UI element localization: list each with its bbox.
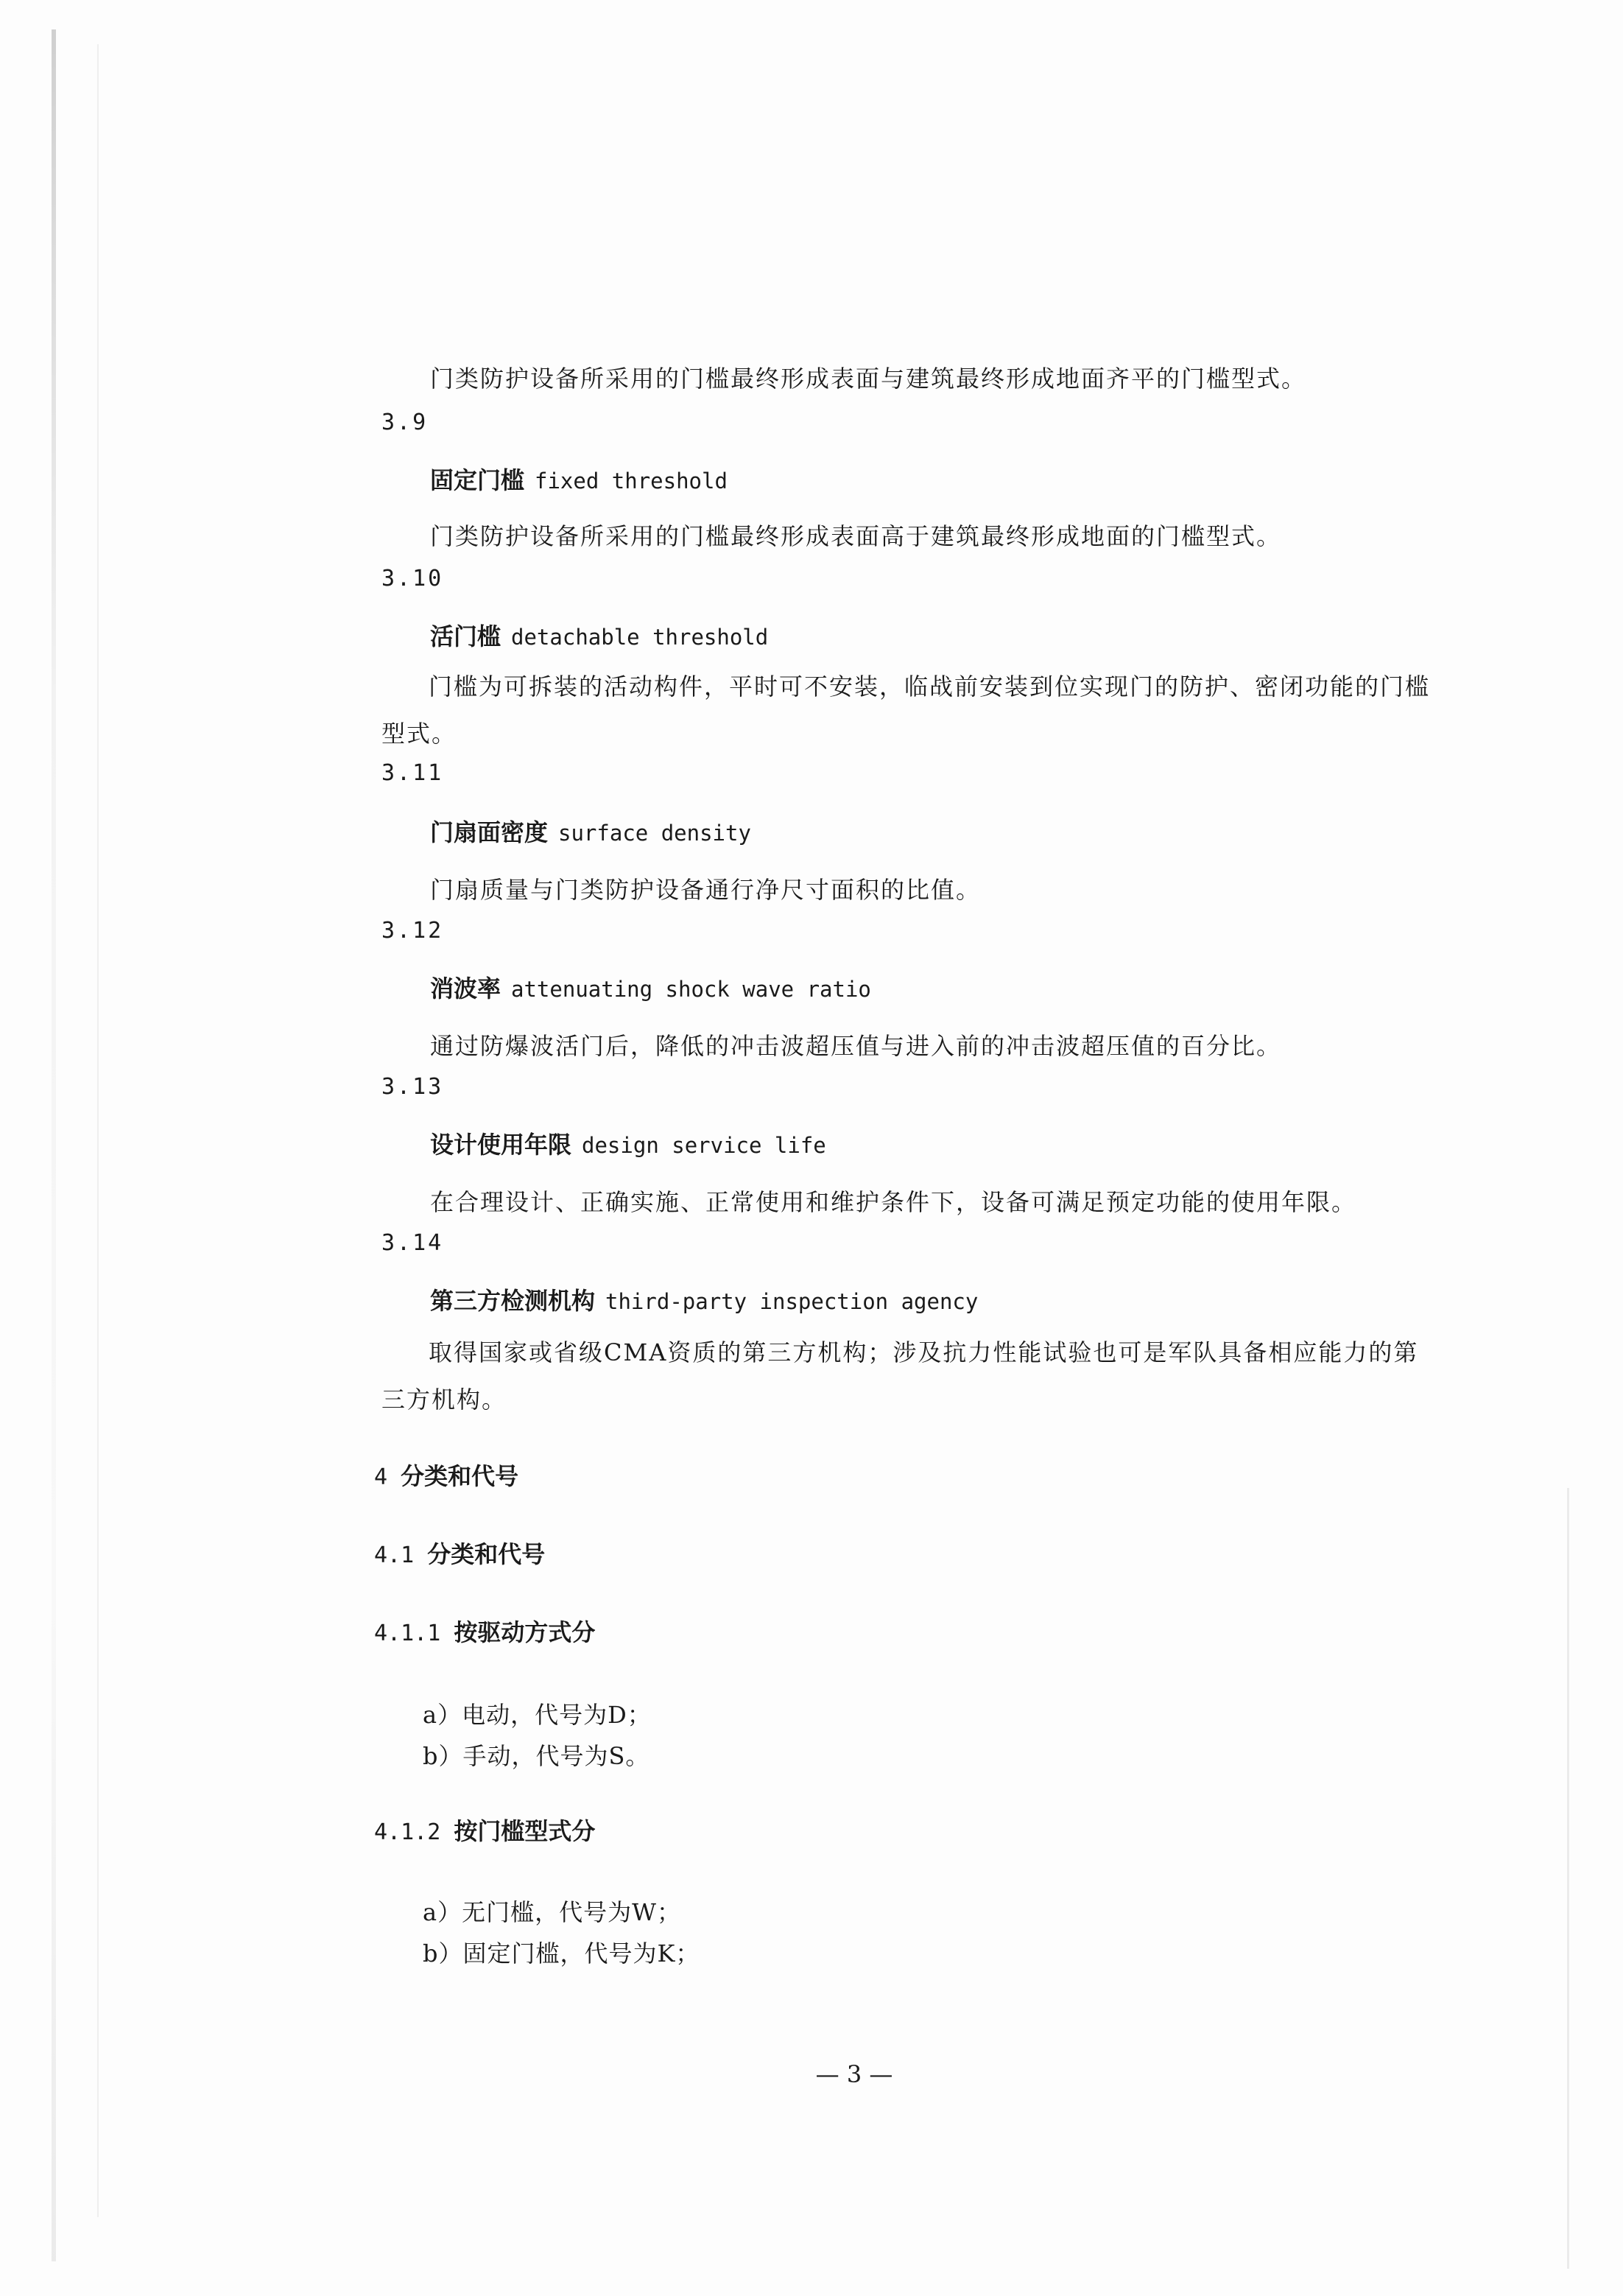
term-heading [430, 466, 728, 496]
section-heading [374, 1618, 595, 1649]
scan-edge-artifact [97, 44, 99, 2217]
term-heading [430, 818, 751, 848]
term-definition: 门扇质量与门类防护设备通行净尺寸面积的比值。 [430, 876, 982, 904]
list-item: b）固定门槛，代号为K； [423, 1939, 700, 1967]
section-title: 按门槛型式分 [454, 1817, 596, 1845]
section-heading [374, 1816, 595, 1847]
clause-number: 3.10 [381, 566, 444, 591]
term-definition: 门类防护设备所采用的门槛最终形成表面高于建筑最终形成地面的门槛型式。 [430, 522, 1282, 550]
clause-number: 3.12 [381, 918, 444, 944]
term-definition: 通过防爆波活门后，降低的冲击波超压值与进入前的冲击波超压值的百分比。 [430, 1032, 1282, 1060]
term-definition: 取得国家或省级CMA资质的第三方机构；涉及抗力性能试验也可是军队具备相应能力的第三方机构。 [381, 1338, 1419, 1414]
term-definition: 在合理设计、正确实施、正常使用和维护条件下，设备可满足预定功能的使用年限。 [430, 1188, 1357, 1216]
term-chinese: 第三方检测机构 [430, 1287, 596, 1315]
section-title: 按驱动方式分 [454, 1618, 596, 1646]
term-definition: 门槛为可拆装的活动构件，平时可不安装，临战前安装到位实现门的防护、密闭功能的门槛型式。 [381, 673, 1431, 748]
term-chinese: 设计使用年限 [430, 1131, 572, 1159]
term-english: surface density [558, 821, 751, 846]
list-item: a）电动，代号为D； [423, 1701, 652, 1729]
term-english: third-party inspection agency [605, 1289, 979, 1314]
section-number: 4.1.1 [374, 1621, 441, 1646]
section-title: 分类和代号 [401, 1462, 519, 1490]
term-heading [430, 622, 768, 652]
term-heading [430, 974, 871, 1004]
paragraph-text: 门类防护设备所采用的门槛最终形成表面与建筑最终形成地面齐平的门槛型式。 [430, 365, 1307, 393]
scan-edge-artifact [1567, 1488, 1569, 2269]
term-chinese: 活门槛 [430, 622, 501, 650]
clause-number: 3.13 [381, 1074, 444, 1100]
term-english: design service life [582, 1133, 826, 1158]
term-english: fixed threshold [535, 468, 728, 494]
clause-number: 3.11 [381, 760, 444, 786]
list-item: b）手动，代号为S。 [423, 1742, 650, 1770]
term-chinese: 门扇面密度 [430, 818, 549, 846]
section-number: 4 [374, 1464, 388, 1490]
term-english: attenuating shock wave ratio [511, 977, 871, 1002]
scan-edge-artifact [52, 29, 56, 2261]
clause-number: 3.9 [381, 410, 429, 435]
section-number: 4.1.2 [374, 1819, 441, 1845]
section-number: 4.1 [374, 1542, 415, 1568]
section-title: 分类和代号 [427, 1540, 546, 1568]
term-heading [430, 1130, 826, 1160]
page-number: — 3 — [815, 2060, 893, 2088]
section-heading [374, 1461, 518, 1492]
clause-number: 3.14 [381, 1230, 444, 1256]
term-heading [430, 1286, 978, 1316]
term-chinese: 固定门槛 [430, 466, 525, 494]
list-item: a）无门槛，代号为W； [423, 1898, 681, 1926]
term-english: detachable threshold [511, 625, 769, 650]
section-heading [374, 1540, 545, 1570]
term-chinese: 消波率 [430, 975, 501, 1003]
